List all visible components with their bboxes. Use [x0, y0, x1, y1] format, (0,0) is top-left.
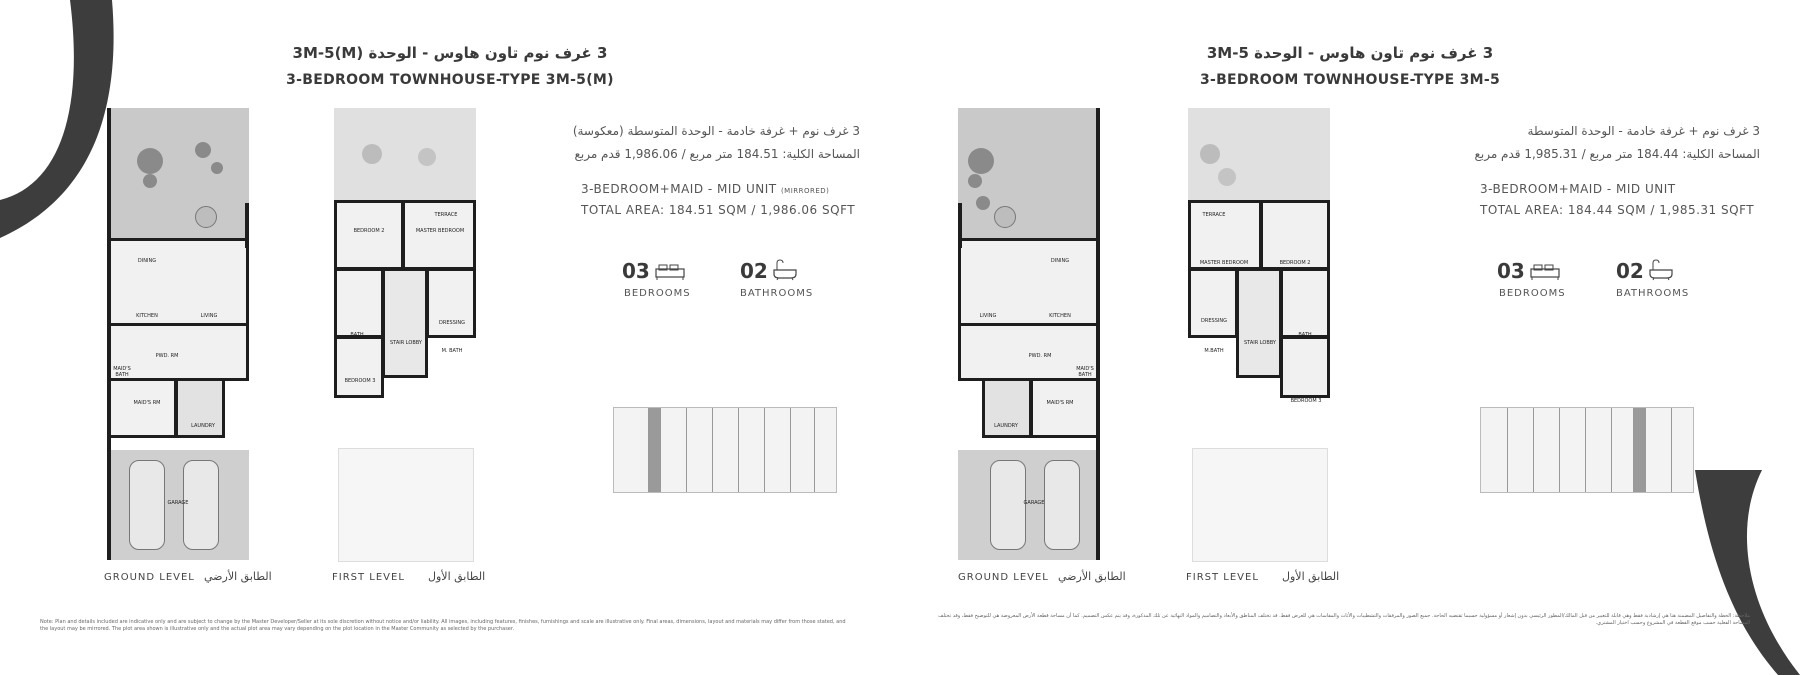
room-label-bedroom-2: BEDROOM 2 — [353, 228, 385, 234]
right-bedrooms-count: 03 — [1497, 259, 1525, 283]
right-first-level-label-ar: الطابق الأول — [1282, 570, 1340, 583]
left-ground-level-label: GROUND LEVEL — [104, 572, 195, 583]
bathtub-icon — [1648, 259, 1674, 281]
room-label-terrace: TERRACE — [434, 212, 458, 218]
right-key-plan — [1480, 407, 1694, 493]
left-ground-floor-plan — [107, 108, 249, 560]
room-label-master-bedroom: MASTER BEDROOM — [1199, 260, 1249, 266]
right-ground-level-label: GROUND LEVEL — [958, 572, 1049, 583]
left-bedrooms-label: BEDROOMS — [624, 288, 691, 299]
right-bathrooms-count: 02 — [1616, 259, 1644, 283]
right-spec-arabic-2: المساحة الكلية: 184.44 متر مربع / 1,985.31 قدم مربع — [1474, 147, 1760, 161]
room-label-maids-rm: MAID'S RM — [133, 400, 161, 406]
room-label-living: LIVING — [200, 313, 218, 319]
room-label-kitchen: KITCHEN — [1049, 313, 1071, 319]
room-label-master-bedroom: MASTER BEDROOM — [415, 228, 465, 234]
room-label-laundry: LAUNDRY — [994, 423, 1018, 429]
left-bathrooms-label: BATHROOMS — [740, 288, 814, 299]
room-label-garage: GARAGE — [1023, 500, 1045, 506]
room-label-pwd-rm: PWD. RM — [1028, 353, 1052, 359]
right-first-floor-plan — [1188, 108, 1330, 560]
left-disclaimer: Note: Plan and details included are indicative only and are subject to change by the Master Developer/Seller at its sole discretion without notice and/or liability. All images, including features, finishes, furnishings and scale are illustrative only. Final areas, dimensions, layout and materials may differ from those stated, and the layout may be mirrored. The plot area shown is illustrative only and the actual plot area may vary depending on the plot location in the Master Community as selected by the purchaser. — [40, 619, 846, 632]
left-bathrooms-count: 02 — [740, 259, 768, 283]
left-title-english: 3-BEDROOM TOWNHOUSE-TYPE 3M-5(M) — [286, 72, 614, 88]
right-ground-level-label-ar: الطابق الأرضي — [1058, 570, 1126, 583]
room-label-bath: BATH — [350, 332, 364, 338]
right-spec-english-2: TOTAL AREA: 184.44 SQM / 1,985.31 SQFT — [1480, 203, 1755, 217]
room-label-bedroom-3: BEDROOM 3 — [344, 378, 376, 384]
room-label-dressing: DRESSING — [1201, 318, 1227, 324]
room-label-bedroom-2: BEDROOM 2 — [1279, 260, 1311, 266]
right-bathrooms-label: BATHROOMS — [1616, 288, 1690, 299]
right-title-english: 3-BEDROOM TOWNHOUSE-TYPE 3M-5 — [1199, 72, 1501, 88]
room-label-stair-lobby: STAIR LOBBY — [1244, 340, 1276, 346]
room-label-kitchen: KITCHEN — [136, 313, 158, 319]
room-label-laundry: LAUNDRY — [191, 423, 215, 429]
room-label-terrace: TERRACE — [1202, 212, 1226, 218]
left-first-floor-plan — [334, 108, 476, 560]
left-title-arabic: 3 غرف نوم تاون هاوس - الوحدة 3M-5(M) — [292, 44, 608, 62]
left-ground-level-label-ar: الطابق الأرضي — [204, 570, 272, 583]
left-spec-arabic-2: المساحة الكلية: 184.51 متر مربع / 1,986.06 قدم مربع — [574, 147, 860, 161]
room-label-dining: DINING — [137, 258, 157, 264]
decorative-swoosh-bottom-right — [1690, 470, 1800, 675]
room-label-dining: DINING — [1050, 258, 1070, 264]
right-first-level-label: FIRST LEVEL — [1186, 572, 1259, 583]
left-spec-mirrored: (MIRRORED) — [780, 187, 830, 195]
room-label-bedroom-3: BEDROOM 3 — [1290, 398, 1322, 404]
right-spec-english-1: 3-BEDROOM+MAID - MID UNIT — [1480, 182, 1676, 196]
room-label-maids-bath: MAID'S BATH — [113, 366, 131, 378]
right-ground-floor-plan — [958, 108, 1100, 560]
room-label-bath: BATH — [1298, 332, 1312, 338]
right-bedrooms-label: BEDROOMS — [1499, 288, 1566, 299]
bathtub-icon — [772, 259, 798, 281]
left-spec-english-2: TOTAL AREA: 184.51 SQM / 1,986.06 SQFT — [581, 203, 856, 217]
left-first-level-label: FIRST LEVEL — [332, 572, 405, 583]
room-label-m-bath: M. BATH — [441, 348, 463, 354]
left-bedrooms-count: 03 — [622, 259, 650, 283]
room-label-dressing: DRESSING — [439, 320, 465, 326]
left-first-level-label-ar: الطابق الأول — [428, 570, 486, 583]
room-label-maids-bath: MAID'S BATH — [1076, 366, 1094, 378]
bed-icon — [655, 263, 685, 281]
right-title-arabic: 3 غرف نوم تاون هاوس - الوحدة 3M-5 — [1206, 44, 1494, 62]
room-label-garage: GARAGE — [167, 500, 189, 506]
left-spec-arabic-1: 3 غرف نوم + غرفة خادمة - الوحدة المتوسطة (معكوسة) — [572, 124, 860, 138]
bed-icon — [1530, 263, 1560, 281]
room-label-m-bath: M.BATH — [1204, 348, 1224, 354]
left-spec-english-1 — [581, 182, 829, 196]
right-spec-arabic-1: 3 غرف نوم + غرفة خادمة - الوحدة المتوسطة — [1527, 124, 1760, 138]
right-disclaimer: ملاحظة: الخطة والتفاصيل المضمنة هنا هي إرشادية فقط وهي قابلة للتغيير من قبل المالك/المطور الرئيسي بدون إشعار أو مسؤولية حسبما تقتضيه الحاجة. جميع الصور والمرفقات والتشطيبات والأثاث والمقاسات هي للعرض فقط. قد تختلف المناطق والأبعاد والتصاميم والمواد النهائية عن تلك المذكورة، وقد يتم عكس التصميم. كما أن مساحة قطعة الأرض المعروضة هي للتوضيح فقط، وقد تختلف المساحة الفعلية حسب موقع القطعة في المشروع وحسب اختيار المشتري. — [938, 613, 1750, 626]
room-label-stair-lobby: STAIR LOBBY — [390, 340, 422, 346]
left-key-plan — [613, 407, 837, 493]
room-label-pwd-rm: PWD. RM — [155, 353, 179, 359]
room-label-maids-rm: MAID'S RM — [1046, 400, 1074, 406]
left-spec-english-1-text: 3-BEDROOM+MAID - MID UNIT — [581, 182, 777, 196]
room-label-living: LIVING — [979, 313, 997, 319]
